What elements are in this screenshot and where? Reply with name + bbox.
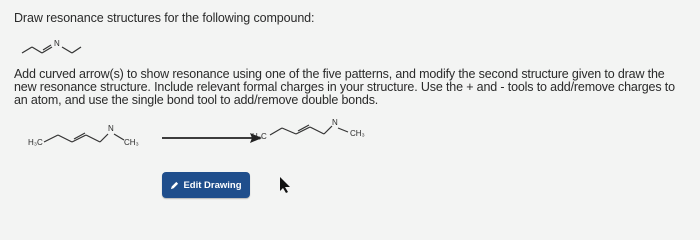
thumb-bond-6 [72,47,81,53]
right-structure-left-group: H₃C [252,132,267,141]
left-bond-6 [100,134,108,142]
pencil-icon [170,181,179,190]
right-bond-7 [338,128,348,132]
left-structure-heteroatom: N [108,124,114,133]
thumb-bond-2 [32,47,42,53]
right-bond-6 [324,126,332,134]
left-bond-7 [114,134,124,140]
edit-drawing-button[interactable] [162,172,250,198]
thumb-bond-4 [43,45,51,50]
left-bond-2 [58,135,72,142]
thumb-bond-1 [22,47,32,53]
left-bond-1 [44,135,58,142]
right-bond-5 [310,127,324,134]
resonance-arrow [160,132,264,144]
left-bond-5 [86,135,100,142]
left-structure-left-group: H₃C [28,138,43,147]
drawing-workspace [14,114,690,204]
edit-drawing-label: Edit Drawing [183,179,242,191]
right-bond-2 [282,128,296,134]
right-structure [252,114,392,142]
thumb-heteroatom: N [54,39,60,48]
instructions-text: Add curved arrow(s) to show resonance using one of the five patterns, and modify the second structure given to draw the new resonance structure. Include relevant formal charges in your structure. Use the + and - tools to add/remove charges to an atom, and use the single bond tool to add/remove double bonds. [14,67,675,108]
thumb-bond-5 [62,47,72,53]
pointer-cursor-icon [278,176,292,194]
right-bond-1 [270,128,282,135]
thumbnail-structure [18,34,88,58]
question-prompt: Draw resonance structures for the following compound: [14,11,315,25]
right-structure-right-group: CH₃ [350,129,365,138]
left-structure-right-group: CH₃ [124,138,139,147]
left-structure [28,122,148,150]
right-structure-heteroatom: N [332,118,338,127]
